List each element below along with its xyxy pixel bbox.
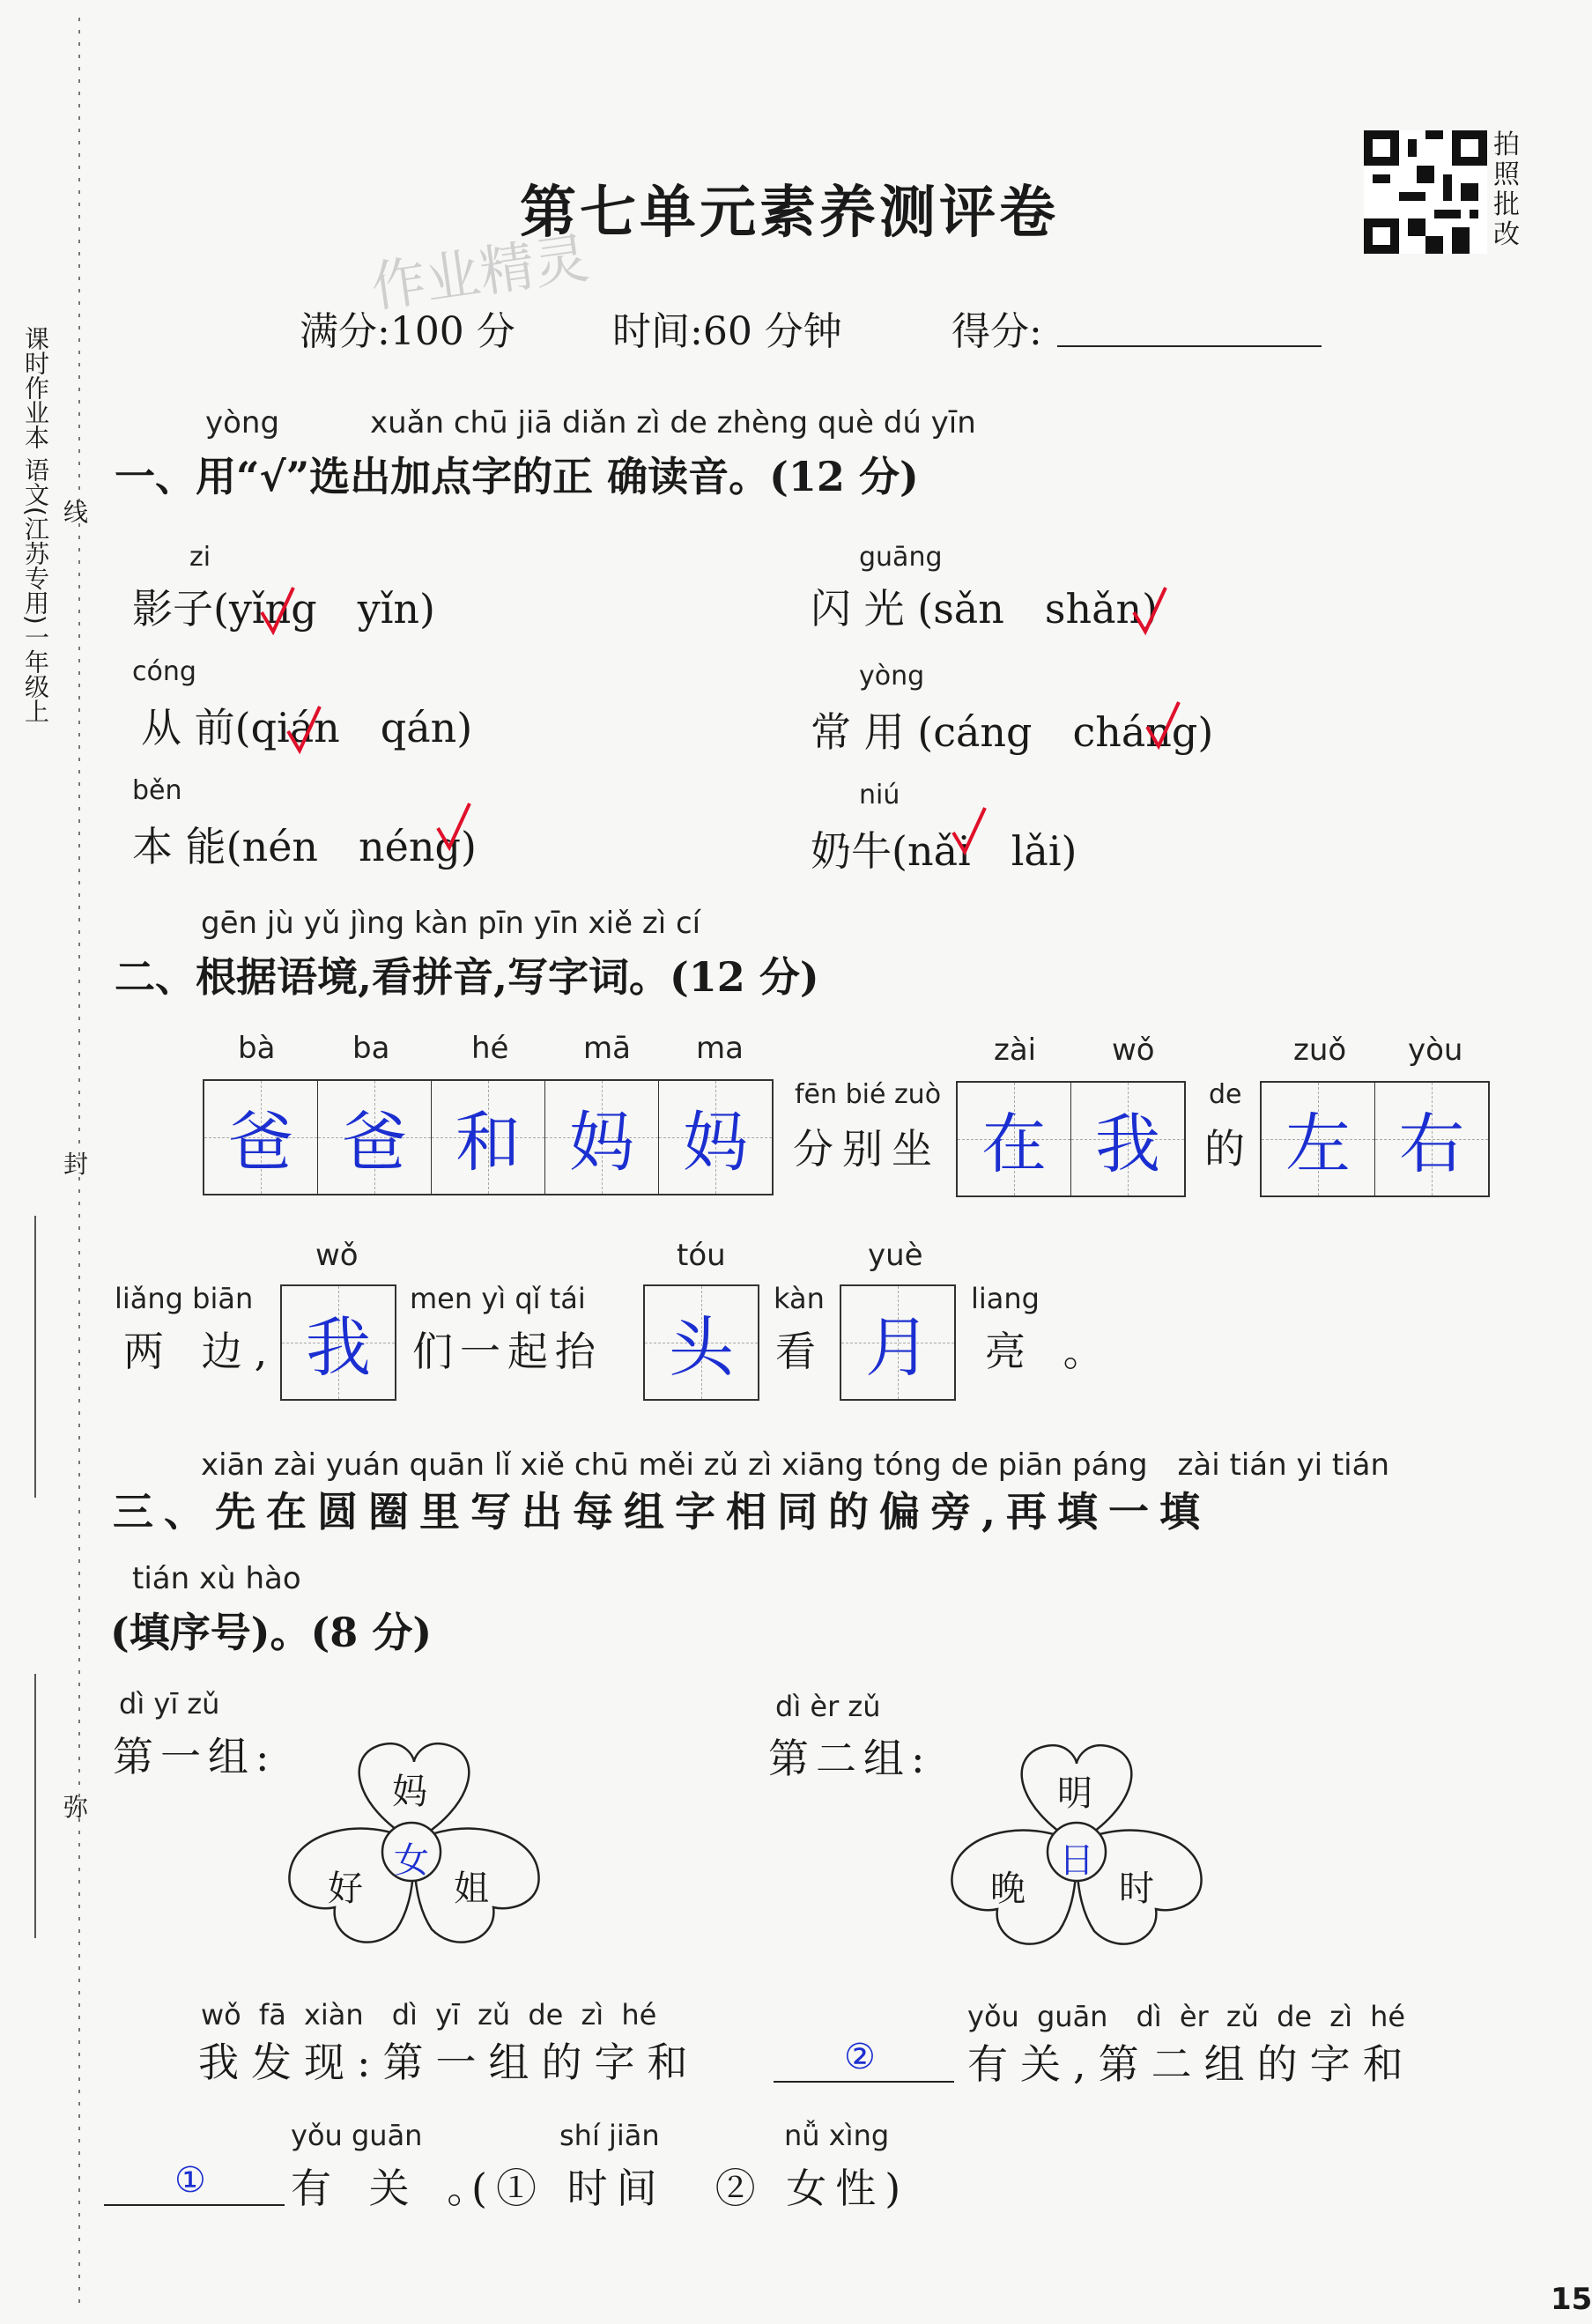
score-blank[interactable]	[1057, 345, 1322, 347]
s1-pinyin-b: xuǎn chū jiā diǎn zì de zhèng què dú yīn	[370, 405, 976, 440]
answer-cell[interactable]: 我	[1071, 1083, 1184, 1195]
answer-blank-2[interactable]	[104, 2204, 285, 2206]
s2-row1c-py-0: zuǒ	[1293, 1032, 1347, 1068]
answer-grid-row1c[interactable]	[1260, 1081, 1490, 1197]
answer-cell[interactable]: 右	[1375, 1083, 1488, 1195]
flower-group2	[944, 1728, 1209, 1975]
s2-pinyin: gēn jù yǔ jìng kàn pīn yīn xiě zì cí	[201, 906, 701, 941]
name-label: 弥	[63, 1793, 89, 1822]
flower2-left-char: 晚	[990, 1869, 1026, 1909]
s1-item5: 本 能(nén néng)	[132, 823, 477, 870]
s2-de-pinyin: de	[1209, 1079, 1242, 1110]
answer-cell[interactable]: 在	[958, 1083, 1071, 1195]
s1-item6-pinyin: niú	[859, 780, 900, 810]
s3-heading2: (填序号)。(8 分)	[110, 1609, 433, 1656]
s2-r2-mid-pinyin: men yì qǐ tái	[410, 1282, 586, 1315]
answer-grid-r2-2[interactable]	[643, 1284, 759, 1401]
binding-label: 线	[63, 498, 89, 527]
s2-row1-py-0: bà	[238, 1031, 276, 1066]
s1-heading: 一、用“√”选出加点字的正 确读音。(12 分)	[115, 453, 919, 500]
page-title: 第七单元素养测评卷	[520, 180, 1059, 246]
flower2-right-char: 时	[1119, 1869, 1154, 1909]
answer-grid-row1b[interactable]	[956, 1081, 1186, 1197]
s2-r2-box1-pinyin: wǒ	[315, 1238, 359, 1273]
s3-pinyin2: tián xù hào	[132, 1561, 301, 1596]
answer-grid-row1[interactable]	[203, 1079, 774, 1195]
flower1-right-char: 姐	[454, 1869, 489, 1909]
s2-de-text: 的	[1204, 1125, 1245, 1173]
flower1-left-char: 好	[328, 1869, 363, 1909]
answer-cell[interactable]: 左	[1262, 1083, 1375, 1195]
s1-item4: 常 用 (cáng cháng)	[811, 708, 1214, 756]
s3-group1-label: 第一组:	[113, 1733, 277, 1780]
s2-mid-text: 分别坐	[793, 1125, 941, 1173]
page-number: 15	[1551, 2282, 1592, 2317]
s3-sentence1-pinyin: wǒ fā xiàn dì yī zǔ de zì hé	[201, 1998, 657, 2032]
s3-sentence1: 我发现:第一组的字和	[198, 2039, 700, 2086]
seal-label: 封	[63, 1150, 89, 1179]
answer-1: ②	[844, 2037, 876, 2077]
check-mark-icon	[1132, 586, 1167, 634]
s2-r2-kan-pinyin: kàn	[774, 1282, 825, 1315]
s2-row1-py-3: mā	[583, 1031, 631, 1066]
s2-row1b-py-1: wǒ	[1112, 1032, 1155, 1068]
answer-cell[interactable]: 爸	[318, 1081, 432, 1194]
s1-item1-pinyin: zi	[189, 542, 211, 573]
s2-row1-py-4: ma	[696, 1031, 744, 1066]
flower1-top-char: 妈	[392, 1772, 427, 1812]
s2-r2-lead: 两 边,	[123, 1328, 280, 1375]
s3-option1-pinyin: shí jiān	[559, 2119, 660, 2152]
s2-row1b-py-0: zài	[994, 1032, 1037, 1068]
qr-code-icon	[1364, 130, 1487, 254]
check-mark-icon	[260, 586, 295, 634]
answer-grid-r2-3[interactable]	[840, 1284, 956, 1401]
s1-pinyin-a: yòng	[205, 405, 280, 440]
s3-sentence2-pinyin: yǒu guān dì èr zǔ de zì hé	[967, 2000, 1406, 2033]
answer-cell[interactable]: 月	[841, 1286, 954, 1399]
s3-sentence3-pinyin: yǒu guān	[291, 2119, 423, 2152]
flower1-center-answer[interactable]: 女	[394, 1840, 429, 1881]
answer-blank-1[interactable]	[774, 2081, 954, 2083]
s1-item6: 奶牛(nǎi lǎi)	[811, 827, 1077, 875]
s3-group1-pinyin: dì yī zǔ	[119, 1687, 220, 1721]
s2-r2-box3-pinyin: yuè	[868, 1238, 923, 1273]
s3-pinyin: xiān zài yuán quān lǐ xiě chū měi zǔ zì xiāng tóng de piān páng zài tián yi tián	[201, 1447, 1389, 1483]
s1-item3-pinyin: cóng	[132, 656, 196, 687]
answer-2: ①	[174, 2160, 206, 2201]
s1-item2-pinyin: guāng	[859, 542, 943, 573]
s2-mid-pinyin: fēn bié zuò	[795, 1079, 942, 1110]
s1-item2: 闪 光 (sǎn shǎn)	[811, 585, 1159, 633]
s1-item1: 影子(yǐng yǐn)	[132, 585, 435, 633]
flower-group1	[282, 1727, 546, 1973]
s2-r2-mid: 们一起抬	[412, 1328, 603, 1375]
answer-cell[interactable]: 我	[282, 1286, 395, 1399]
book-title: 课时作业本 语文(江苏专用)一年级上	[21, 326, 50, 723]
s2-heading: 二、根据语境,看拼音,写字词。(12 分)	[115, 953, 819, 1001]
s3-sentence2: 有关,第二组的字和	[967, 2040, 1416, 2088]
s3-heading: 三、先在圆圈里写出每组字相同的偏旁,再填一填	[113, 1488, 1211, 1536]
qr-caption: 拍 照 批 改	[1493, 130, 1520, 250]
s2-r2-end-pinyin: liang	[971, 1282, 1040, 1315]
s3-option2-pinyin: nǚ xìng	[784, 2119, 890, 2152]
watermark: 作业精灵	[367, 226, 593, 320]
s2-row1-py-2: hé	[471, 1031, 509, 1066]
s2-r2-box2-pinyin: tóu	[677, 1238, 726, 1273]
s3-group2-pinyin: dì èr zǔ	[775, 1690, 881, 1723]
s1-item3: 从 前(qián qán)	[141, 704, 473, 751]
s1-item4-pinyin: yòng	[859, 661, 925, 692]
s2-r2-end: 亮 。	[985, 1328, 1116, 1375]
s3-group2-label: 第二组:	[768, 1735, 932, 1782]
answer-cell[interactable]: 爸	[204, 1081, 318, 1194]
binding-margin	[0, 0, 88, 2320]
s2-row1c-py-1: yòu	[1408, 1032, 1463, 1068]
answer-cell[interactable]: 头	[645, 1286, 758, 1399]
s3-sentence3: 有 关 。	[291, 2165, 500, 2212]
s3-options: (① 时间 ② 女性)	[471, 2165, 910, 2212]
time-limit: 时间:60 分钟	[612, 309, 842, 354]
flower2-center-answer[interactable]: 日	[1059, 1840, 1094, 1881]
check-mark-icon	[286, 705, 322, 753]
qr-code[interactable]	[1364, 130, 1487, 254]
check-mark-icon	[951, 806, 987, 855]
s1-item5-pinyin: běn	[132, 775, 182, 806]
answer-cell[interactable]: 妈	[545, 1081, 659, 1194]
answer-cell[interactable]: 妈	[659, 1081, 772, 1194]
check-mark-icon	[1145, 700, 1181, 749]
flower2-top-char: 明	[1057, 1773, 1092, 1814]
s2-row1-py-1: ba	[352, 1031, 390, 1066]
answer-cell[interactable]: 和	[432, 1081, 545, 1194]
s2-r2-kan: 看	[775, 1328, 816, 1375]
s2-r2-lead-pinyin: liǎng biān	[115, 1282, 254, 1315]
check-mark-icon	[436, 802, 471, 850]
answer-grid-r2-1[interactable]	[280, 1284, 396, 1401]
score-label: 得分:	[951, 309, 1042, 354]
full-score: 满分:100 分	[300, 309, 515, 354]
